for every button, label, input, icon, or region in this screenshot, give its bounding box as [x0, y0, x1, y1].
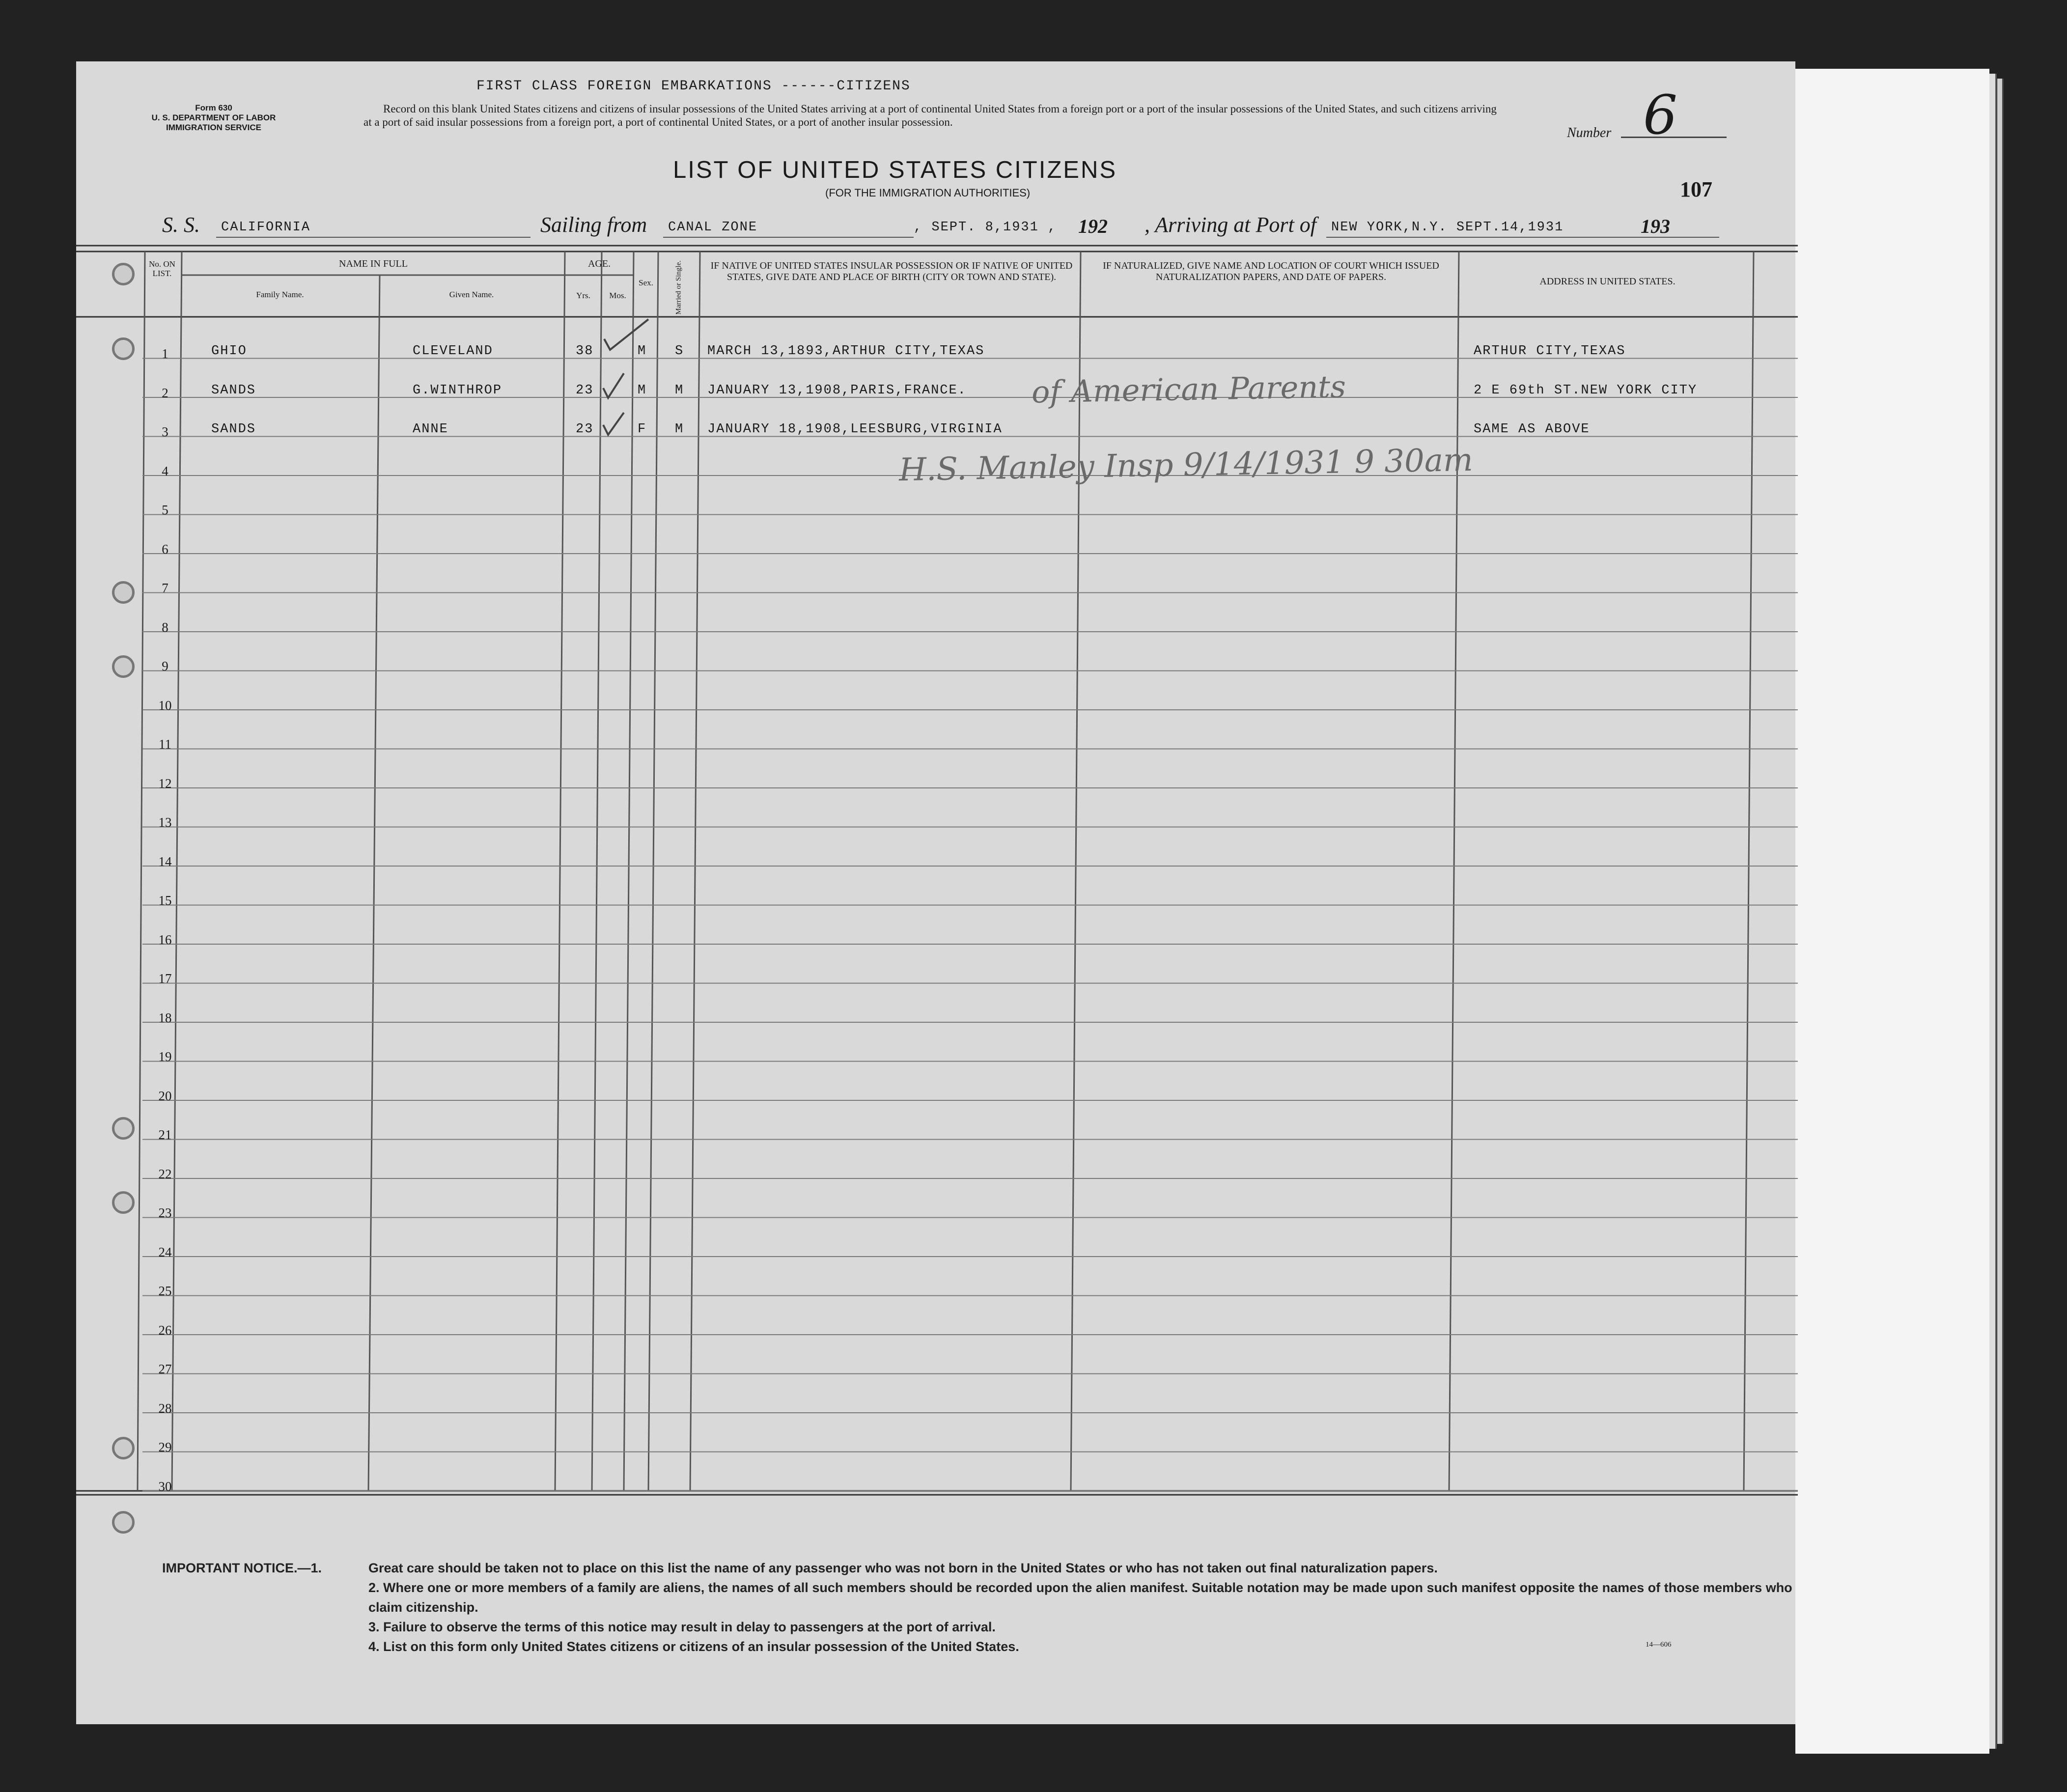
- binder-hole: [112, 1437, 135, 1459]
- check-marks: [594, 314, 658, 442]
- sailing-date: , SEPT. 8,1931 ,: [914, 220, 1057, 235]
- notice-lead: IMPORTANT NOTICE.—1.: [162, 1561, 322, 1575]
- header-months: Mos.: [609, 291, 626, 300]
- row-number: 23: [158, 1205, 172, 1220]
- row-number: 25: [158, 1284, 172, 1298]
- header-age: AGE.: [587, 258, 611, 269]
- header-years: Yrs.: [576, 291, 590, 300]
- row-number: 28: [158, 1400, 172, 1416]
- cell-sex: M: [638, 344, 647, 359]
- row-number: 1: [162, 346, 168, 361]
- sailing-label: Sailing from: [540, 213, 647, 237]
- row-number: 19: [158, 1049, 172, 1064]
- form-code: 14—606: [1646, 1641, 1672, 1649]
- binder-hole: [112, 1117, 135, 1140]
- header-naturalized-info: IF NATURALIZED, GIVE NAME AND LOCATION OF COURT WHICH ISSUED NATURALIZATION PAPERS, AND DATE OF PAPERS.: [1103, 260, 1439, 282]
- row-number: 9: [162, 659, 168, 673]
- notice-item-4: 4. List on this form only United States citizens or citizens of an insular possession of the United States.: [368, 1639, 1019, 1654]
- binder-hole: [112, 1191, 135, 1214]
- cell-birth: JANUARY 18,1908,LEESBURG,VIRGINIA: [707, 422, 1003, 437]
- row-number: 11: [159, 737, 171, 752]
- embarkation-label: FIRST CLASS FOREIGN EMBARKATIONS ------CITIZENS: [476, 79, 911, 94]
- cell-marital: M: [675, 422, 684, 437]
- header-given-name: Given Name.: [449, 290, 494, 299]
- row-number: 7: [162, 581, 168, 595]
- binder-hole: [112, 263, 135, 285]
- struck-year: 192: [1078, 215, 1108, 237]
- row-number: 16: [158, 932, 172, 947]
- form-identifier: Form 630 U. S. DEPARTMENT OF LABOR IMMIGRATION SERVICE: [151, 103, 276, 132]
- row-number: 8: [162, 619, 168, 635]
- cell-given: ANNE: [413, 422, 448, 437]
- number-label: Number: [1567, 125, 1612, 140]
- header-birth-info: IF NATIVE OF UNITED STATES INSULAR POSSESSION OR IF NATIVE OF UNITED STATES, GIVE DATE AND PLACE OF BIRTH (CITY OR TOWN AND STATE).: [710, 260, 1073, 282]
- struck-year-2: 193: [1641, 215, 1670, 237]
- row-number: 13: [158, 815, 172, 830]
- arriving-label: , Arriving at Port of: [1145, 213, 1316, 237]
- record-instructions: Record on this blank United States citizens and citizens of insular possessions of the United States arriving at a port of continental United States from a foreign port or a port of the insular possessions of the United States, and such citizens arriving at a port of said insular possessions from a foreign port, a port of continental United States, or a port of another insular possession.: [363, 103, 1497, 128]
- row-number: 4: [162, 463, 168, 478]
- arriving-port: NEW YORK,N.Y. SEPT.14,1931: [1331, 220, 1564, 235]
- cell-given: G.WINTHROP: [413, 383, 503, 398]
- row-number: 5: [162, 503, 168, 517]
- row-number: 17: [158, 971, 172, 986]
- row-number: 27: [158, 1362, 172, 1376]
- cell-family: GHIO: [211, 344, 247, 359]
- list-number: 6: [1643, 84, 1677, 146]
- row-number: 14: [158, 854, 172, 869]
- row-number: 22: [158, 1166, 172, 1181]
- binder-hole: [112, 581, 135, 604]
- row-number: 30: [158, 1479, 172, 1494]
- binder-hole: [112, 655, 135, 678]
- row-number: 24: [158, 1244, 172, 1260]
- header-family-name: Family Name.: [256, 290, 304, 299]
- cell-sex: F: [638, 422, 647, 437]
- cell-address: SAME AS ABOVE: [1474, 422, 1590, 437]
- notice-item-1: Great care should be taken not to place on this list the name of any passenger who was not born in the United States or who has not taken out final naturalization papers.: [368, 1561, 1438, 1575]
- row-number: 10: [158, 698, 172, 713]
- cell-birth: JANUARY 13,1908,PARIS,FRANCE.: [707, 383, 967, 398]
- row-number: 20: [158, 1088, 172, 1103]
- row-number: 15: [158, 893, 172, 908]
- header-name-in-full: NAME IN FULL: [339, 258, 408, 269]
- binder-hole: [112, 337, 135, 360]
- cell-sex: M: [638, 383, 647, 398]
- inspector-signature: H.S. Manley Insp 9/14/1931 9 30am: [898, 442, 1474, 489]
- row-number: 2: [162, 385, 168, 400]
- cell-marital: S: [675, 344, 684, 359]
- handwritten-american-parents: of American Parents: [1031, 368, 1346, 410]
- ship-name: CALIFORNIA: [221, 220, 311, 235]
- sailing-from: CANAL ZONE: [668, 220, 758, 235]
- notice-item-2: 2. Where one or more members of a family are aliens, the names of all such members should be recorded upon the alien manifest. Suitable notation may be made upon such manifest opposite the names of those members who claim citizenship.: [368, 1580, 1792, 1615]
- header-address: ADDRESS IN UNITED STATES.: [1539, 276, 1676, 287]
- row-number: 12: [158, 776, 172, 791]
- cell-yrs: 38: [576, 344, 594, 359]
- page-title: LIST OF UNITED STATES CITIZENS: [673, 157, 1117, 183]
- cell-yrs: 23: [576, 422, 594, 437]
- row-number: 18: [158, 1010, 172, 1025]
- row-number: 26: [158, 1322, 172, 1338]
- header-sex: Sex.: [639, 278, 653, 287]
- cell-birth: MARCH 13,1893,ARTHUR CITY,TEXAS: [707, 344, 985, 359]
- ship-label: S. S.: [162, 213, 200, 237]
- binder-hole: [112, 1511, 135, 1534]
- cell-family: SANDS: [211, 383, 256, 398]
- row-number: 3: [162, 424, 168, 439]
- row-number: 21: [158, 1127, 172, 1142]
- cell-given: CLEVELAND: [413, 344, 493, 359]
- header-married-single: Married or Single.: [674, 260, 683, 315]
- page-subtitle: (FOR THE IMMIGRATION AUTHORITIES): [825, 187, 1031, 199]
- cell-family: SANDS: [211, 422, 256, 437]
- row-number: 29: [158, 1440, 172, 1455]
- cell-yrs: 23: [576, 383, 594, 398]
- cell-address: ARTHUR CITY,TEXAS: [1474, 344, 1626, 359]
- header-no-on-list: No. ON LIST.: [149, 259, 175, 278]
- page-number: 107: [1680, 177, 1712, 201]
- cell-marital: M: [675, 383, 684, 398]
- cell-address: 2 E 69th ST.NEW YORK CITY: [1474, 383, 1698, 398]
- notice-item-3: 3. Failure to observe the terms of this notice may result in delay to passengers at the port of arrival.: [368, 1620, 996, 1634]
- row-number: 6: [162, 541, 168, 557]
